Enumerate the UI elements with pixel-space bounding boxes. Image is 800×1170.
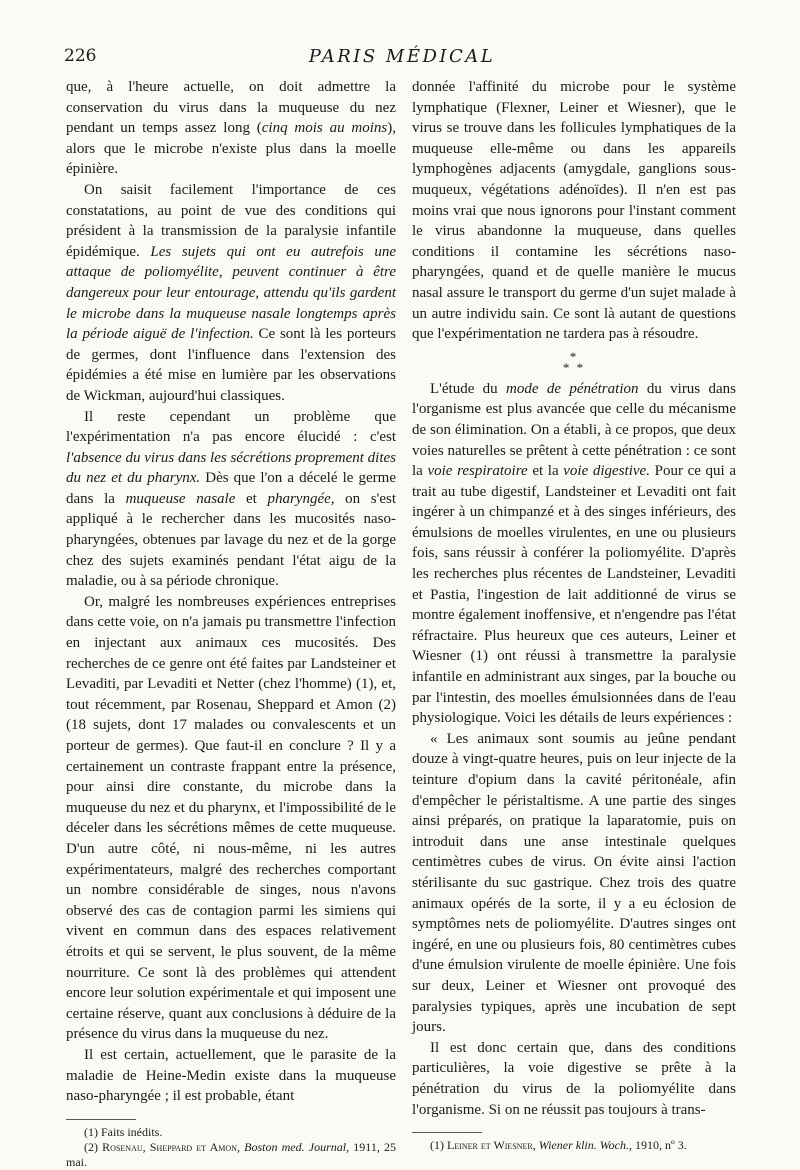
paragraph: Il est donc certain que, dans des conditions particulières, la voie digestive se prête à la pénétration du virus de la poliomyélite dans l'organisme. Si on ne réussit pas toujours à trans- xyxy=(412,1039,736,1118)
journal-title: PARIS MÉDICAL xyxy=(308,46,496,67)
footnote: (2) Rosenau, Sheppard et Amon, Boston med. Journal, 1911, 25 mai. xyxy=(66,1139,397,1169)
footnote: (1) Faits inédits. xyxy=(84,1124,163,1139)
section-separator-asterisks: * * * xyxy=(562,348,586,375)
paragraph: On saisit facilement l'importance de ces constatations, au point de vue des conditions qui président à la transmission de la paralysie infantile épidémique. Les sujets qui ont eu autrefois une attaque de poliomyélite, peuvent continuer à être dangereux pour leur entourage, attendu qu'ils gardent le microbe dans la muqueuse nasale longtemps après la période aiguë de l'infection. Ce sont là les porteurs de germes, dont l'influence dans l'extension des épidémies a été mise en lumière par les observations de Wickman, aujourd'hui classiques. xyxy=(66,181,397,404)
page-number: 226 xyxy=(64,46,97,66)
running-header xyxy=(64,46,740,72)
paragraph: que, à l'heure actuelle, on doit admettre la conservation du virus dans la muqueuse du nez pendant un temps assez long (cinq mois au moins), alors que le microbe n'existe plus dans la moelle épinière. xyxy=(66,79,396,178)
paragraph: « Les animaux sont soumis au jeûne pendant douze à vingt-quatre heures, puis on leur injecte de la teinture d'opium dans la cavité péritonéale, afin d'empêcher le péristaltisme. A une partie des singes ainsi préparés, on pratique la laparatomie, puis on introduit dans une anse intestinale quelques centimètres cubes de virus. On évite ainsi l'action stérilisante du suc gastrique. Chez trois des quatre animaux opérés de la sorte, il y a eu éclosion de symptômes nets de poliomyélite. D'autres singes ont ingéré, en une ou plusieurs fois, 80 centimètres cubes d'une émulsion virulente de moelle épinière. Une fois sur deux, Leiner et Wiesner ont provoqué des paralysies typiques, après une incubation de sept jours. xyxy=(412,730,736,1036)
footnote: (1) Leiner et Wiesner, Wiener klin. Woch., 1910, nº 3. xyxy=(430,1138,687,1153)
paragraph: Il reste cependant un problème que l'expérimentation n'a pas encore élucidé : c'est l'absence du virus dans les sécrétions proprement dites du nez et du pharynx. Dès que l'on a décelé le germe dans la muqueuse nasale et pharyngée, on s'est appliqué à le rechercher dans les mucosités naso-pharyngées, obtenues par lavage du nez et de la gorge chez des sujets examinés pendant l'état aigu de la maladie, ou à sa période chronique. xyxy=(66,408,396,590)
paragraph: Or, malgré les nombreuses expériences entreprises dans cette voie, on n'a jamais pu transmettre l'infection en injectant aux animaux ces mucosités. Des recherches de ce genre ont été faites par Landsteiner et Levaditi, par Levaditi et Netter (chez l'homme) (1), et, tout récemment, par Rosenau, Sheppard et Amon (2) (18 sujets, dont 17 malades ou convalescents et un porteur de germes). Que faut-il en conclure ? Il y a certainement un contraste frappant entre la présence, pour ainsi dire constante, du microbe dans la muqueuse du nez et du pharynx, et l'impossibilité de le déceler dans les sécrétions mêmes de cette muqueuse. D'un autre côté, ni nous-même, ni les autres expérimentateurs, malgré des recherches comportant un nombre considérable de singes, nous n'avons observé des cas de contagion parmi les simiens qui vivent en commun dans des espaces relativement étroits et qui se servent, le plus souvent, de la même nourriture. Ce sont là des problèmes qui attendent encore leur solution expérimentale et qui imposent une certaine réserve, quant aux conclusions à déduire de la présence du virus dans la muqueuse du nez. xyxy=(66,593,396,1043)
paragraph: L'étude du mode de pénétration du virus dans l'organisme est plus avancée que celle du mécanisme de son élimination. On a établi, à ce propos, que deux voies naturelles se prêtent à cette pénétration : ce sont la voie respiratoire et la voie digestive. Pour ce qui a trait au tube digestif, Landsteiner et Levaditi ont fait ingérer à un chimpanzé et à des singes inférieurs, des émulsions de moelles virulentes, en une ou plusieurs fois, sans réussir à conférer la poliomyélite. D'après les recherches plus récentes de Landsteiner, Levaditi et Pastia, l'ingestion de lait additionné de virus se montre également inoffensive, et n'engendre pas l'état réfractaire. Plus heureux que ces auteurs, Leiner et Wiesner (1) ont réussi à transmettre la paralysie infantile en administrant aux singes, par la bouche ou par l'intestin, des moelles émulsionnées dans de l'eau physiologique. Voici les détails de leurs expériences : xyxy=(412,380,737,727)
paragraph: donnée l'affinité du microbe pour le système lymphatique (Flexner, Leiner et Wiesner), que le virus se trouve dans les follicules lymphatiques de la muqueuse elle-même ou dans les appareils lymphogènes adjacents (amygdale, ganglions sous-muqueux, végétations adénoïdes). Il n'en est pas moins vrai que nous ignorons pour l'instant comment le virus abandonne la muqueuse, dans quelles conditions il contamine les sécrétions naso-pharyngées, quand et de quelle manière le mucus nasal assure le transport du germe d'un sujet malade à un autre individu sain. Ce sont là autant de questions que l'expérimentation ne tardera pas à résoudre. xyxy=(412,79,736,343)
right-column xyxy=(412,77,736,1153)
footnote-divider xyxy=(412,1132,482,1133)
left-column xyxy=(66,77,396,1170)
footnote-divider xyxy=(66,1119,136,1120)
paragraph: Il est certain, actuellement, que le parasite de la maladie de Heine-Medin existe dans la muqueuse naso-pharyngée ; il est probable, étant xyxy=(66,1046,396,1105)
